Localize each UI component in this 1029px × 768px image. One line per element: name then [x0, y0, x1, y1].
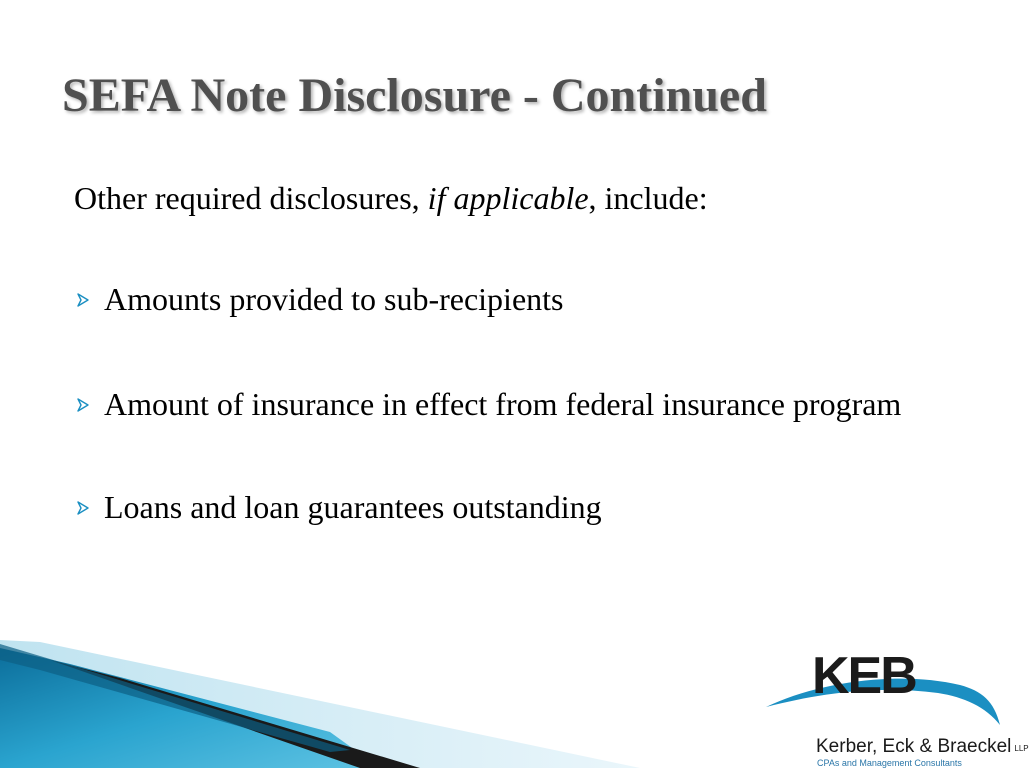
- firm-name-text: Kerber, Eck & Braeckel: [816, 736, 1012, 757]
- bullet-item: [74, 381, 954, 427]
- intro-text-after: , include:: [588, 180, 708, 216]
- bullet-text: Loans and loan guarantees outstanding: [104, 489, 602, 525]
- logo-wordmark: KEB: [812, 647, 916, 705]
- firm-tagline: CPAs and Management Consultants: [817, 758, 962, 768]
- bullet-text: Amounts provided to sub-recipients: [104, 281, 564, 317]
- intro-text-before: Other required disclosures,: [74, 180, 428, 216]
- slide-title: SEFA Note Disclosure - Continued: [62, 69, 767, 122]
- firm-name: [816, 737, 1029, 759]
- arrow-bullet-icon: [76, 501, 90, 515]
- bullet-item: [74, 276, 954, 322]
- company-logo: [760, 645, 1029, 768]
- arrow-bullet-icon: [76, 398, 90, 412]
- corner-swoosh-decoration: [0, 640, 640, 768]
- bullet-item: [74, 484, 954, 530]
- bullet-text: Amount of insurance in effect from federal insurance program: [104, 386, 902, 422]
- bullet-list: [74, 276, 954, 530]
- arrow-bullet-icon: [76, 293, 90, 307]
- firm-suffix: LLP: [1014, 744, 1029, 753]
- intro-text-emphasis: if applicable: [427, 180, 589, 216]
- intro-text: [74, 176, 708, 220]
